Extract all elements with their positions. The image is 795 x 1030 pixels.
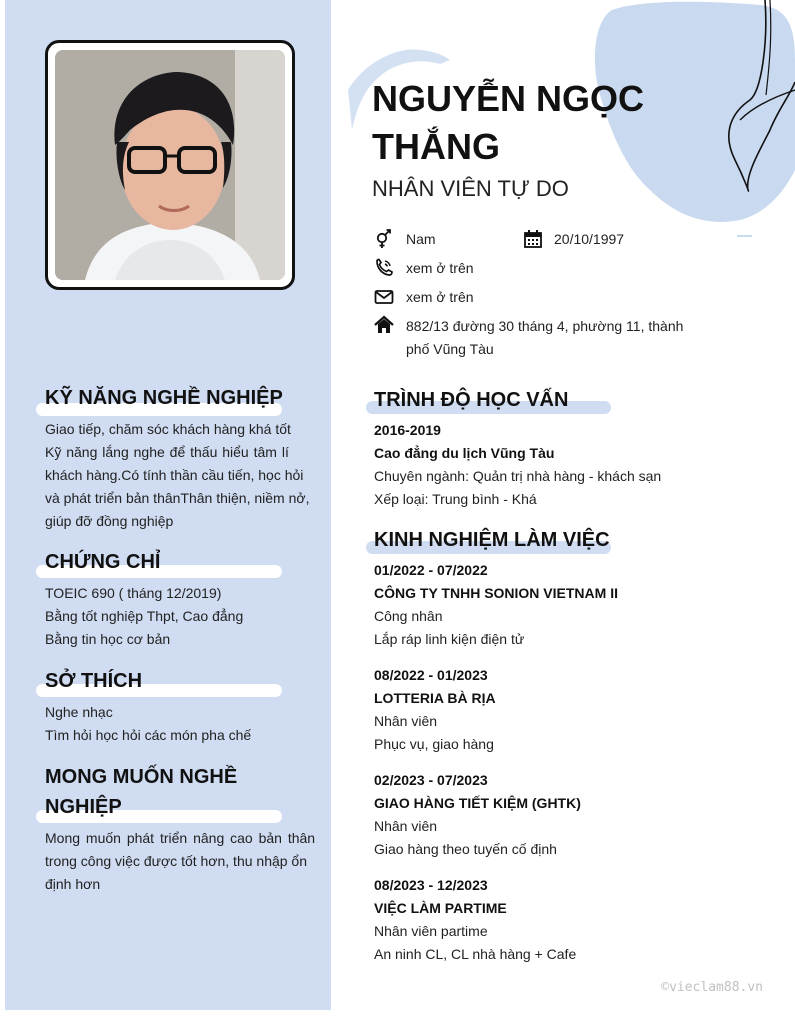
home-icon — [374, 315, 394, 335]
address-value — [406, 315, 683, 361]
skills-line: khách hàng.Có tính thần cầu tiến, học hỏi — [45, 467, 304, 483]
name-line: THẮNG — [372, 126, 500, 167]
job-company: CÔNG TY TNHH SONION VIETNAM II — [374, 585, 618, 601]
address-line: phố Vũng Tàu — [406, 341, 494, 357]
goals-line: Mong muốn phát triển nâng cao bản thân — [45, 830, 316, 846]
job-company: GIAO HÀNG TIẾT KIỆM (GHTK) — [374, 795, 581, 811]
goals-line: trong công việc được tốt hơn, thu nhập ổn — [45, 853, 308, 869]
goals-title-line: MONG MUỐN NGHỀ — [45, 766, 238, 788]
job-period: 02/2023 - 07/2023 — [374, 772, 488, 788]
job-description: Giao hàng theo tuyến cố định — [374, 841, 557, 857]
skills-title: KỸ NĂNG NGHỀ NGHIỆP — [45, 387, 283, 409]
skills-text — [45, 418, 313, 533]
goals-title — [45, 762, 237, 822]
phone-value: xem ở trên — [406, 260, 474, 276]
job-role: Nhân viên partime — [374, 923, 488, 939]
job-period: 08/2023 - 12/2023 — [374, 877, 488, 893]
education-title: TRÌNH ĐỘ HỌC VẤN — [374, 389, 569, 411]
certificates-title: CHỨNG CHỈ — [45, 551, 161, 573]
certificate-item: TOEIC 690 ( tháng 12/2019) — [45, 585, 222, 601]
job-period: 08/2022 - 01/2023 — [374, 667, 488, 683]
goals-text — [45, 827, 316, 896]
email-value: xem ở trên — [406, 289, 474, 305]
job-title: NHÂN VIÊN TỰ DO — [372, 176, 569, 201]
full-name — [372, 75, 692, 171]
birthday-value: 20/10/1997 — [554, 231, 625, 247]
job-period: 01/2022 - 07/2022 — [374, 562, 488, 578]
profile-photo — [55, 50, 285, 280]
calendar-icon — [523, 229, 543, 249]
education-major: Chuyên ngành: Quản trị nhà hàng - khách sạn — [374, 468, 662, 484]
job-role: Nhân viên — [374, 713, 438, 729]
mail-icon — [374, 287, 394, 307]
hobbies-title: SỞ THÍCH — [45, 670, 143, 692]
certificate-item: Bằng tin học cơ bản — [45, 631, 171, 647]
certificates-list — [45, 582, 243, 651]
job-description: Lắp ráp linh kiện điện tử — [374, 631, 525, 647]
address-line: 882/13 đường 30 tháng 4, phường 11, thành — [406, 318, 684, 334]
job-description: An ninh CL, CL nhà hàng + Cafe — [374, 946, 577, 962]
gender-icon — [374, 229, 394, 249]
skills-line: giúp đỡ đồng nghiệp — [45, 513, 174, 529]
education-period: 2016-2019 — [374, 422, 441, 438]
job-description: Phục vụ, giao hàng — [374, 736, 494, 752]
job-company: VIỆC LÀM PARTIME — [374, 900, 507, 916]
phone-icon — [374, 258, 394, 278]
education-grade: Xếp loại: Trung bình - Khá — [374, 491, 537, 507]
goals-line: định hơn — [45, 876, 101, 892]
certificate-item: Bằng tốt nghiệp Thpt, Cao đẳng — [45, 608, 244, 624]
goals-title-line: NGHIỆP — [45, 796, 122, 818]
job-company: LOTTERIA BÀ RỊA — [374, 690, 496, 706]
avatar — [45, 40, 295, 290]
job-role: Nhân viên — [374, 818, 438, 834]
name-line: NGUYỄN NGỌC — [372, 78, 645, 119]
hobby-item: Nghe nhạc — [45, 704, 113, 720]
hobby-item: Tìm hỏi học hỏi các món pha chế — [45, 727, 252, 743]
skills-line: Kỹ năng lắng nghe để thấu hiểu tâm lí — [45, 444, 289, 460]
experience-title: KINH NGHIỆM LÀM VIỆC — [374, 529, 610, 551]
watermark: ©vieclam88.vn — [661, 980, 763, 995]
skills-line: và phát triển bản thânThân thiện, niềm nở, — [45, 490, 310, 506]
job-role: Công nhân — [374, 608, 443, 624]
skills-line: Giao tiếp, chăm sóc khách hàng khá tốt — [45, 421, 291, 437]
hobbies-list — [45, 701, 251, 747]
education-school: Cao đẳng du lịch Vũng Tàu — [374, 445, 555, 461]
gender-value: Nam — [406, 231, 436, 247]
